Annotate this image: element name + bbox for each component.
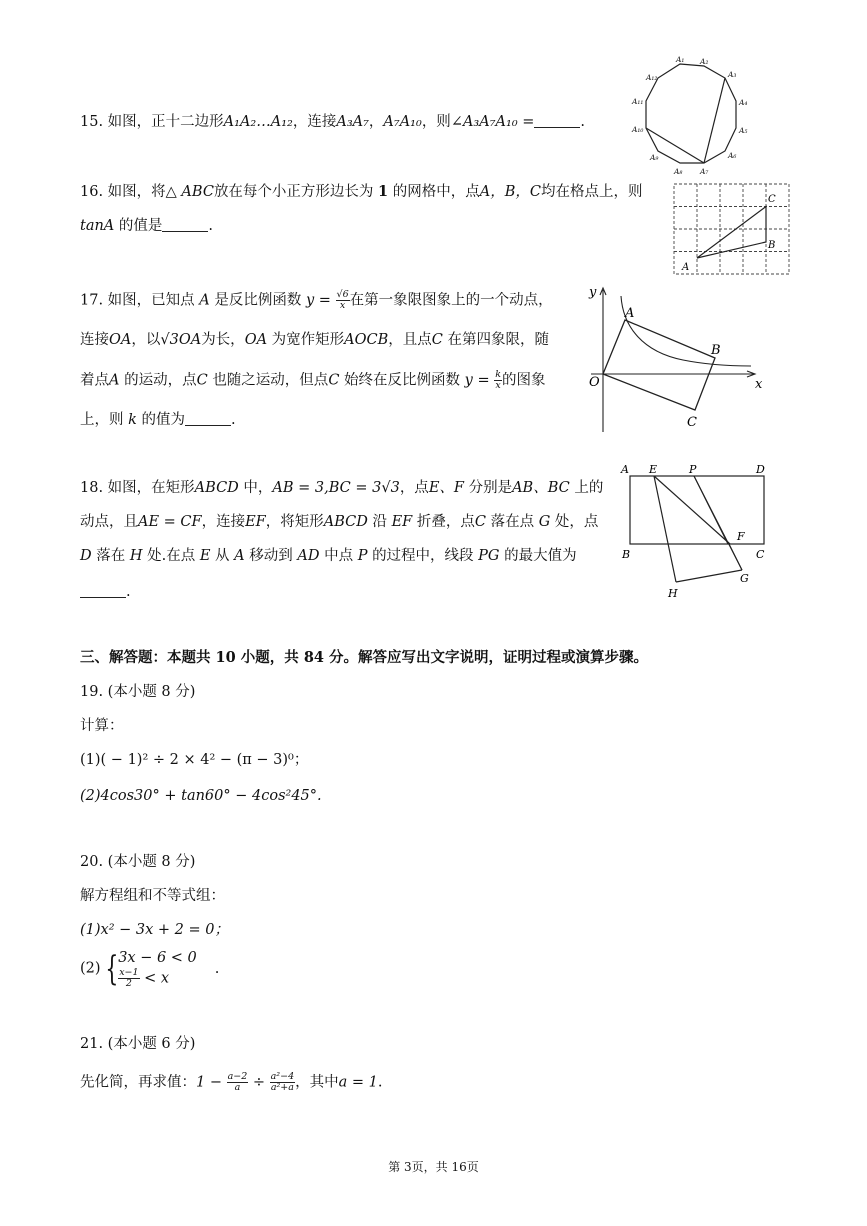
vertex-label: A₅ — [739, 126, 748, 135]
dodecagon-figure — [628, 56, 758, 176]
question-18-line2: 动点，且AE = CF，连接EF，将矩形ABCD 沿 EF 折叠，点C 落在点 G 处，点 — [80, 514, 599, 530]
question-20-intro: 解方程组和不等式组： — [80, 888, 225, 904]
label-x: x — [755, 377, 763, 392]
fraction: $\frac{√6}{x}$ — [336, 289, 349, 311]
vertex-label: A₁₀ — [632, 125, 644, 134]
question-18-line3: D 落在 H 处.在点 E 从 A 移动到 AD 中点 P 的过程中，线段 PG 的最大值为 — [80, 548, 577, 564]
question-15: 15. 如图，正十二边形A₁A₂…A₁₂，连接A₃A₇，A₇A₁₀，则∠A₃A₇A₁₀ = . — [80, 114, 585, 130]
label-C: C — [756, 548, 765, 561]
question-17-line2: 连接OA，以√3OA为长，OA 为宽作矩形AOCB，且点C 在第四象限，随 — [80, 332, 549, 348]
question-17-line4: 上，则 k 的值为 . — [80, 412, 236, 428]
vertex-label: A₆ — [728, 151, 737, 160]
grid-triangle-figure — [672, 182, 792, 276]
question-19-head: 19. (本小题 8 分) — [80, 684, 196, 700]
inequality-system: 3x − 6 < 0 $\frac{x-1}{2}$ < x — [118, 950, 197, 989]
hyperbola-rectangle-figure — [583, 282, 765, 437]
question-17-line3: 着点A 的运动，点C 也随之运动，但点C 始终在反比例函数 y = $\frac{k}{x}$ 的图象 — [80, 369, 546, 391]
vertex-label: A₁₂ — [646, 73, 658, 82]
answer-blank — [185, 411, 231, 426]
answer-blank — [162, 217, 208, 232]
label-B: B — [622, 548, 631, 561]
question-19-part1: (1)( − 1)² ÷ 2 × 4² − (π − 3)⁰； — [80, 752, 309, 768]
label-A: A — [682, 262, 690, 273]
vertex-label: A₈ — [674, 167, 683, 176]
vertex-label: A₄ — [739, 98, 748, 107]
question-19-part2: (2)4cos30° + tan60° − 4cos²45°. — [80, 788, 322, 804]
answer-blank — [80, 583, 126, 598]
question-17-line1: 17. 如图，已知点 A 是反比例函数 y = $\frac{√6}{x}$ 在第一象限图象上的一个动点， — [80, 289, 553, 311]
vertex-label: A₇ — [700, 167, 709, 176]
answer-blank — [534, 113, 580, 128]
question-18-line1: 18. 如图，在矩形ABCD 中，AB = 3,BC = 3√3，点E、F 分别是AB、BC 上的 — [80, 480, 604, 496]
page-footer: 第 3页，共 16页 — [388, 1160, 479, 1174]
vertex-label: A₃ — [728, 70, 737, 79]
question-18-line4: . — [80, 582, 131, 602]
fraction: $\frac{\text{a²−4}}{\text{a²+a}}$ — [270, 1071, 295, 1093]
label-B: B — [768, 240, 776, 251]
folded-rectangle-figure — [618, 460, 778, 602]
question-20-head: 20. (本小题 8 分) — [80, 854, 196, 870]
label-O: O — [589, 375, 600, 390]
vertex-label: A₉ — [650, 153, 659, 162]
fraction: $\frac{a-2}{a}$ — [227, 1071, 248, 1093]
vertex-label: A₂ — [700, 57, 709, 66]
vertex-label: A₁₁ — [632, 97, 644, 106]
label-C: C — [687, 415, 697, 430]
question-20-part1: (1)x² − 3x + 2 = 0； — [80, 922, 229, 938]
question-19-intro: 计算： — [80, 718, 124, 734]
label-P: P — [689, 463, 697, 476]
label-C: C — [768, 194, 776, 205]
fraction: $\frac{k}{x}$ — [495, 369, 501, 391]
label-y: y — [589, 285, 597, 300]
question-21-body: 先化简，再求值：1 − $\frac{a-2}{a}$ ÷ $\frac{\text{a²−4}}{\text{a²+a}}$ ，其中a = 1. — [80, 1071, 383, 1093]
label-A: A — [625, 306, 635, 321]
label-B: B — [711, 343, 721, 358]
vertex-label: A₁ — [676, 55, 685, 64]
question-16-line2: tanA 的值是 . — [80, 218, 214, 234]
label-G: G — [740, 572, 749, 585]
label-F: F — [737, 530, 745, 543]
question-20-part2: (2) { 3x − 6 < 0 $\frac{x-1}{2}$ < x . — [80, 948, 220, 989]
question-21-head: 21. (本小题 6 分) — [80, 1036, 196, 1052]
label-H: H — [668, 587, 678, 600]
brace-icon: { — [104, 948, 118, 989]
label-A: A — [621, 463, 629, 476]
section-heading: 三、解答题：本题共 10 小题，共 84 分。解答应写出文字说明，证明过程或演算步骤。 — [80, 649, 649, 666]
question-16-line1: 16. 如图，将△ ABC放在每个小正方形边长为 1 的网格中，点A，B，C均在格点上，则 — [80, 183, 643, 200]
label-E: E — [649, 463, 658, 476]
label-D: D — [756, 463, 765, 476]
fraction: $\frac{x-1}{2}$ — [119, 967, 139, 989]
